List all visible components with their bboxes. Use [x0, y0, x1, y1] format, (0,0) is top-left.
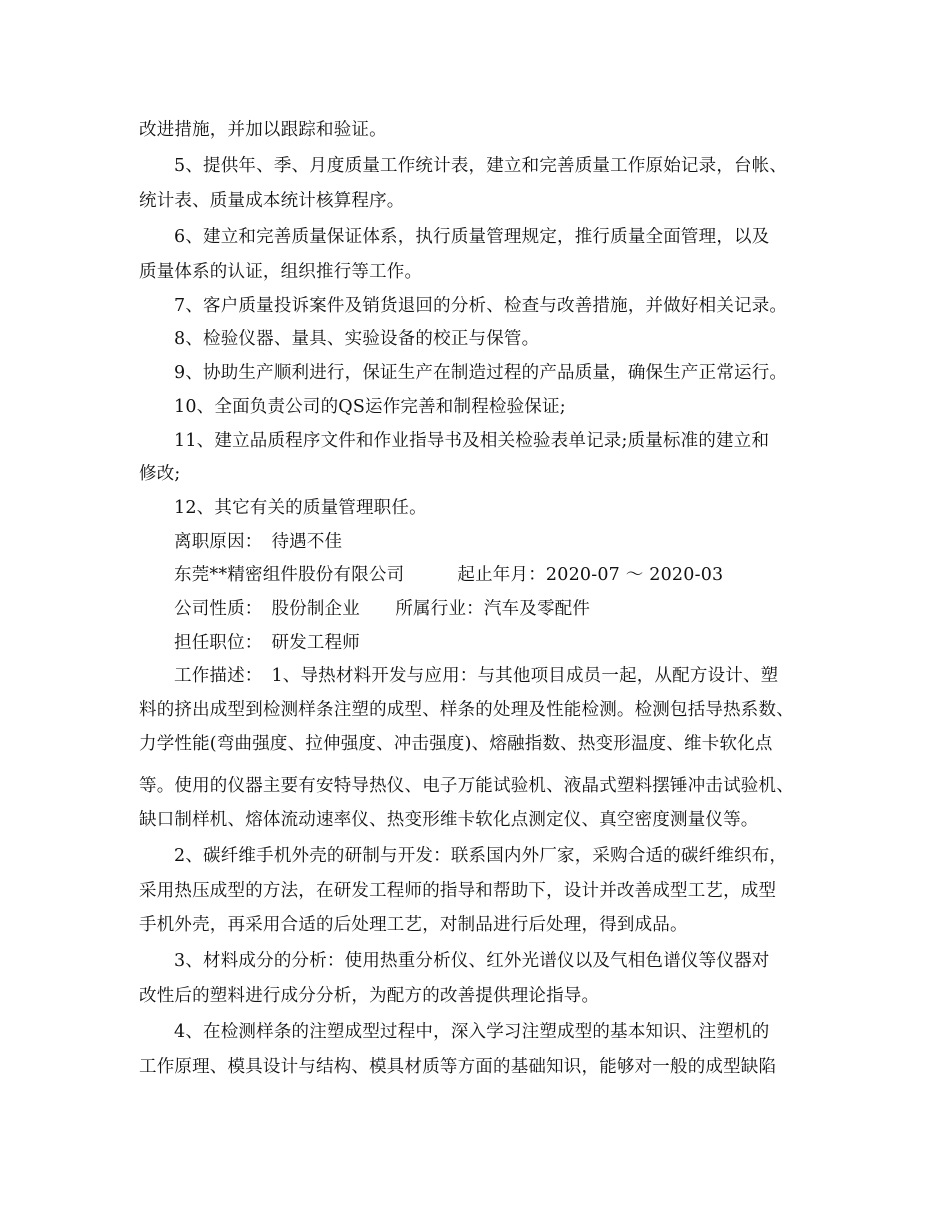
text-line: 3、材料成分的分析：使用热重分析仪、红外光谱仪以及气相色谱仪等仪器对: [174, 951, 770, 971]
text-line: 7、客户质量投诉案件及销货退回的分析、检查与改善措施，并做好相关记录。: [174, 296, 788, 316]
text-line: 力学性能(弯曲强度、拉伸强度、冲击强度)、熔融指数、热变形温度、维卡软化点: [139, 734, 773, 754]
text-line: 修改;: [139, 464, 181, 484]
text-line: 离职原因： 待遇不佳: [174, 532, 343, 552]
text-line: 9、协助生产顺利进行，保证生产在制造过程的产品质量，确保生产正常运行。: [174, 363, 788, 383]
text-line: 手机外壳，再采用合适的后处理工艺，对制品进行后处理，得到成品。: [139, 915, 688, 935]
text-line: 5、提供年、季、月度质量工作统计表，建立和完善质量工作原始记录，台帐、: [174, 156, 788, 176]
text-line: 改进措施，并加以跟踪和验证。: [139, 120, 387, 140]
text-line: 工作原理、模具设计与结构、模具材质等方面的基础知识，能够对一般的成型缺陷: [139, 1057, 777, 1077]
text-line: 12、其它有关的质量管理职任。: [174, 498, 427, 518]
text-line: 担任职位： 研发工程师: [174, 633, 360, 653]
text-line: 等。使用的仪器主要有安特导热仪、电子万能试验机、液晶式塑料摆锤冲击试验机、: [139, 776, 794, 796]
text-line: 10、全面负责公司的QS运作完善和制程检验保证;: [174, 397, 566, 417]
text-line: 缺口制样机、熔体流动速率仪、热变形维卡软化点测定仪、真空密度测量仪等。: [139, 810, 759, 830]
text-line: 料的挤出成型到检测样条注塑的成型、样条的处理及性能检测。检测包括导热系数、: [139, 700, 794, 720]
text-line: 公司性质： 股份制企业 所属行业：汽车及零配件: [174, 599, 591, 619]
text-line: 11、建立品质程序文件和作业指导书及相关检验表单记录;质量标准的建立和: [174, 431, 770, 451]
text-line: 统计表、质量成本统计核算程序。: [139, 191, 405, 211]
text-line: 8、检验仪器、量具、实验设备的校正与保管。: [174, 329, 540, 349]
text-line: 改性后的塑料进行成分分析，为配方的改善提供理论指导。: [139, 986, 600, 1006]
text-line: 东莞**精密组件股份有限公司 起止年月：2020-07 ～ 2020-03: [174, 565, 724, 585]
text-line: 2、碳纤维手机外壳的研制与开发：联系国内外厂家，采购合适的碳纤维织布，: [174, 846, 788, 866]
text-line: 采用热压成型的方法，在研发工程师的指导和帮助下，设计并改善成型工艺，成型: [139, 881, 777, 901]
text-line: 质量体系的认证，组织推行等工作。: [139, 262, 423, 282]
text-line: 工作描述： 1、导热材料开发与应用：与其他项目成员一起，从配方设计、塑: [174, 666, 779, 686]
text-line: 6、建立和完善质量保证体系，执行质量管理规定，推行质量全面管理，以及: [174, 227, 770, 247]
text-line: 4、在检测样条的注塑成型过程中，深入学习注塑成型的基本知识、注塑机的: [174, 1022, 770, 1042]
